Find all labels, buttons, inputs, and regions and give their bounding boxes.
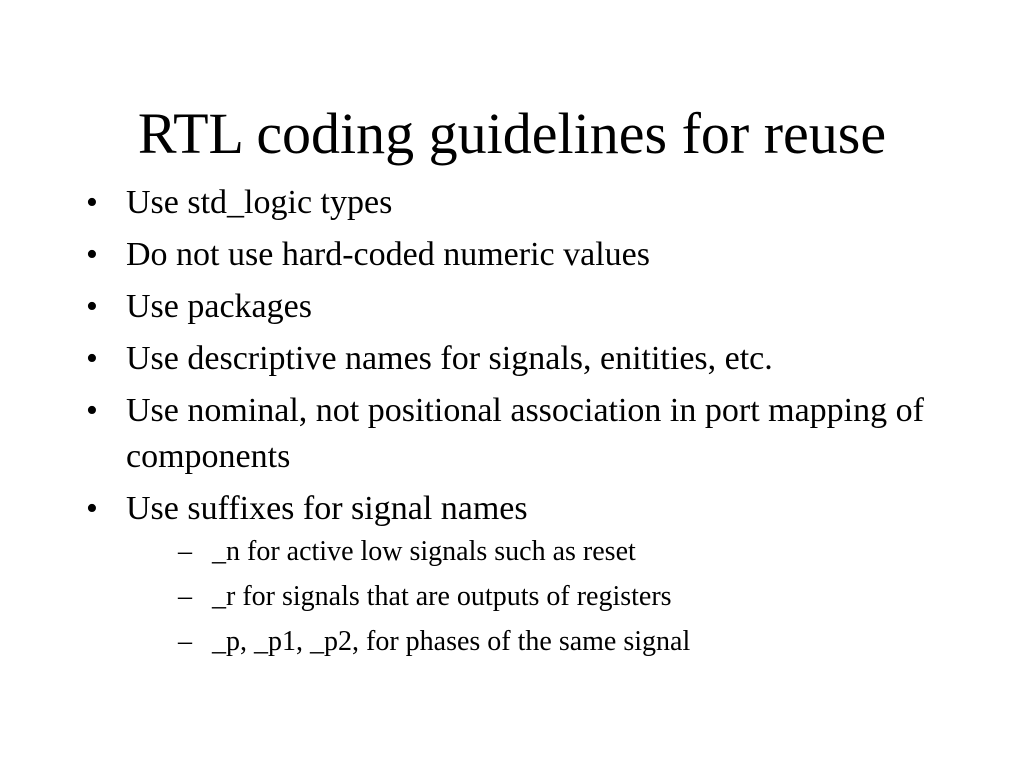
bullet-text: Do not use hard-coded numeric values [126, 236, 650, 273]
bullet-item [86, 284, 986, 330]
sub-bullet-item [126, 577, 986, 616]
bullet-list [86, 180, 986, 667]
bullet-text: Use std_logic types [126, 184, 393, 221]
dash-marker: – [178, 626, 192, 657]
sub-bullet-text: _r for signals that are outputs of registers [212, 581, 672, 612]
bullet-marker: • [86, 236, 98, 273]
sub-bullet-list [126, 532, 986, 661]
slide-title: RTL coding guidelines for reuse [137, 101, 887, 166]
sub-bullet-item [126, 532, 986, 571]
bullet-item [86, 232, 986, 278]
bullet-marker: • [86, 184, 98, 221]
sub-bullet-text: _n for active low signals such as reset [212, 536, 636, 567]
sub-bullet-item [126, 622, 986, 661]
bullet-item [86, 180, 986, 226]
sub-bullet-text: _p, _p1, _p2, for phases of the same signal [212, 626, 691, 657]
bullet-text: Use nominal, not positional association in port mapping of components [126, 392, 924, 475]
dash-marker: – [178, 581, 192, 612]
bullet-item [86, 388, 986, 480]
bullet-item [86, 486, 986, 661]
bullet-text: Use suffixes for signal names [126, 490, 528, 527]
bullet-marker: • [86, 392, 98, 429]
bullet-item [86, 336, 986, 382]
bullet-marker: • [86, 288, 98, 325]
bullet-text: Use packages [126, 288, 312, 325]
bullet-marker: • [86, 340, 98, 377]
bullet-marker: • [86, 490, 98, 527]
bullet-text: Use descriptive names for signals, enitities, etc. [126, 340, 773, 377]
dash-marker: – [178, 536, 192, 567]
